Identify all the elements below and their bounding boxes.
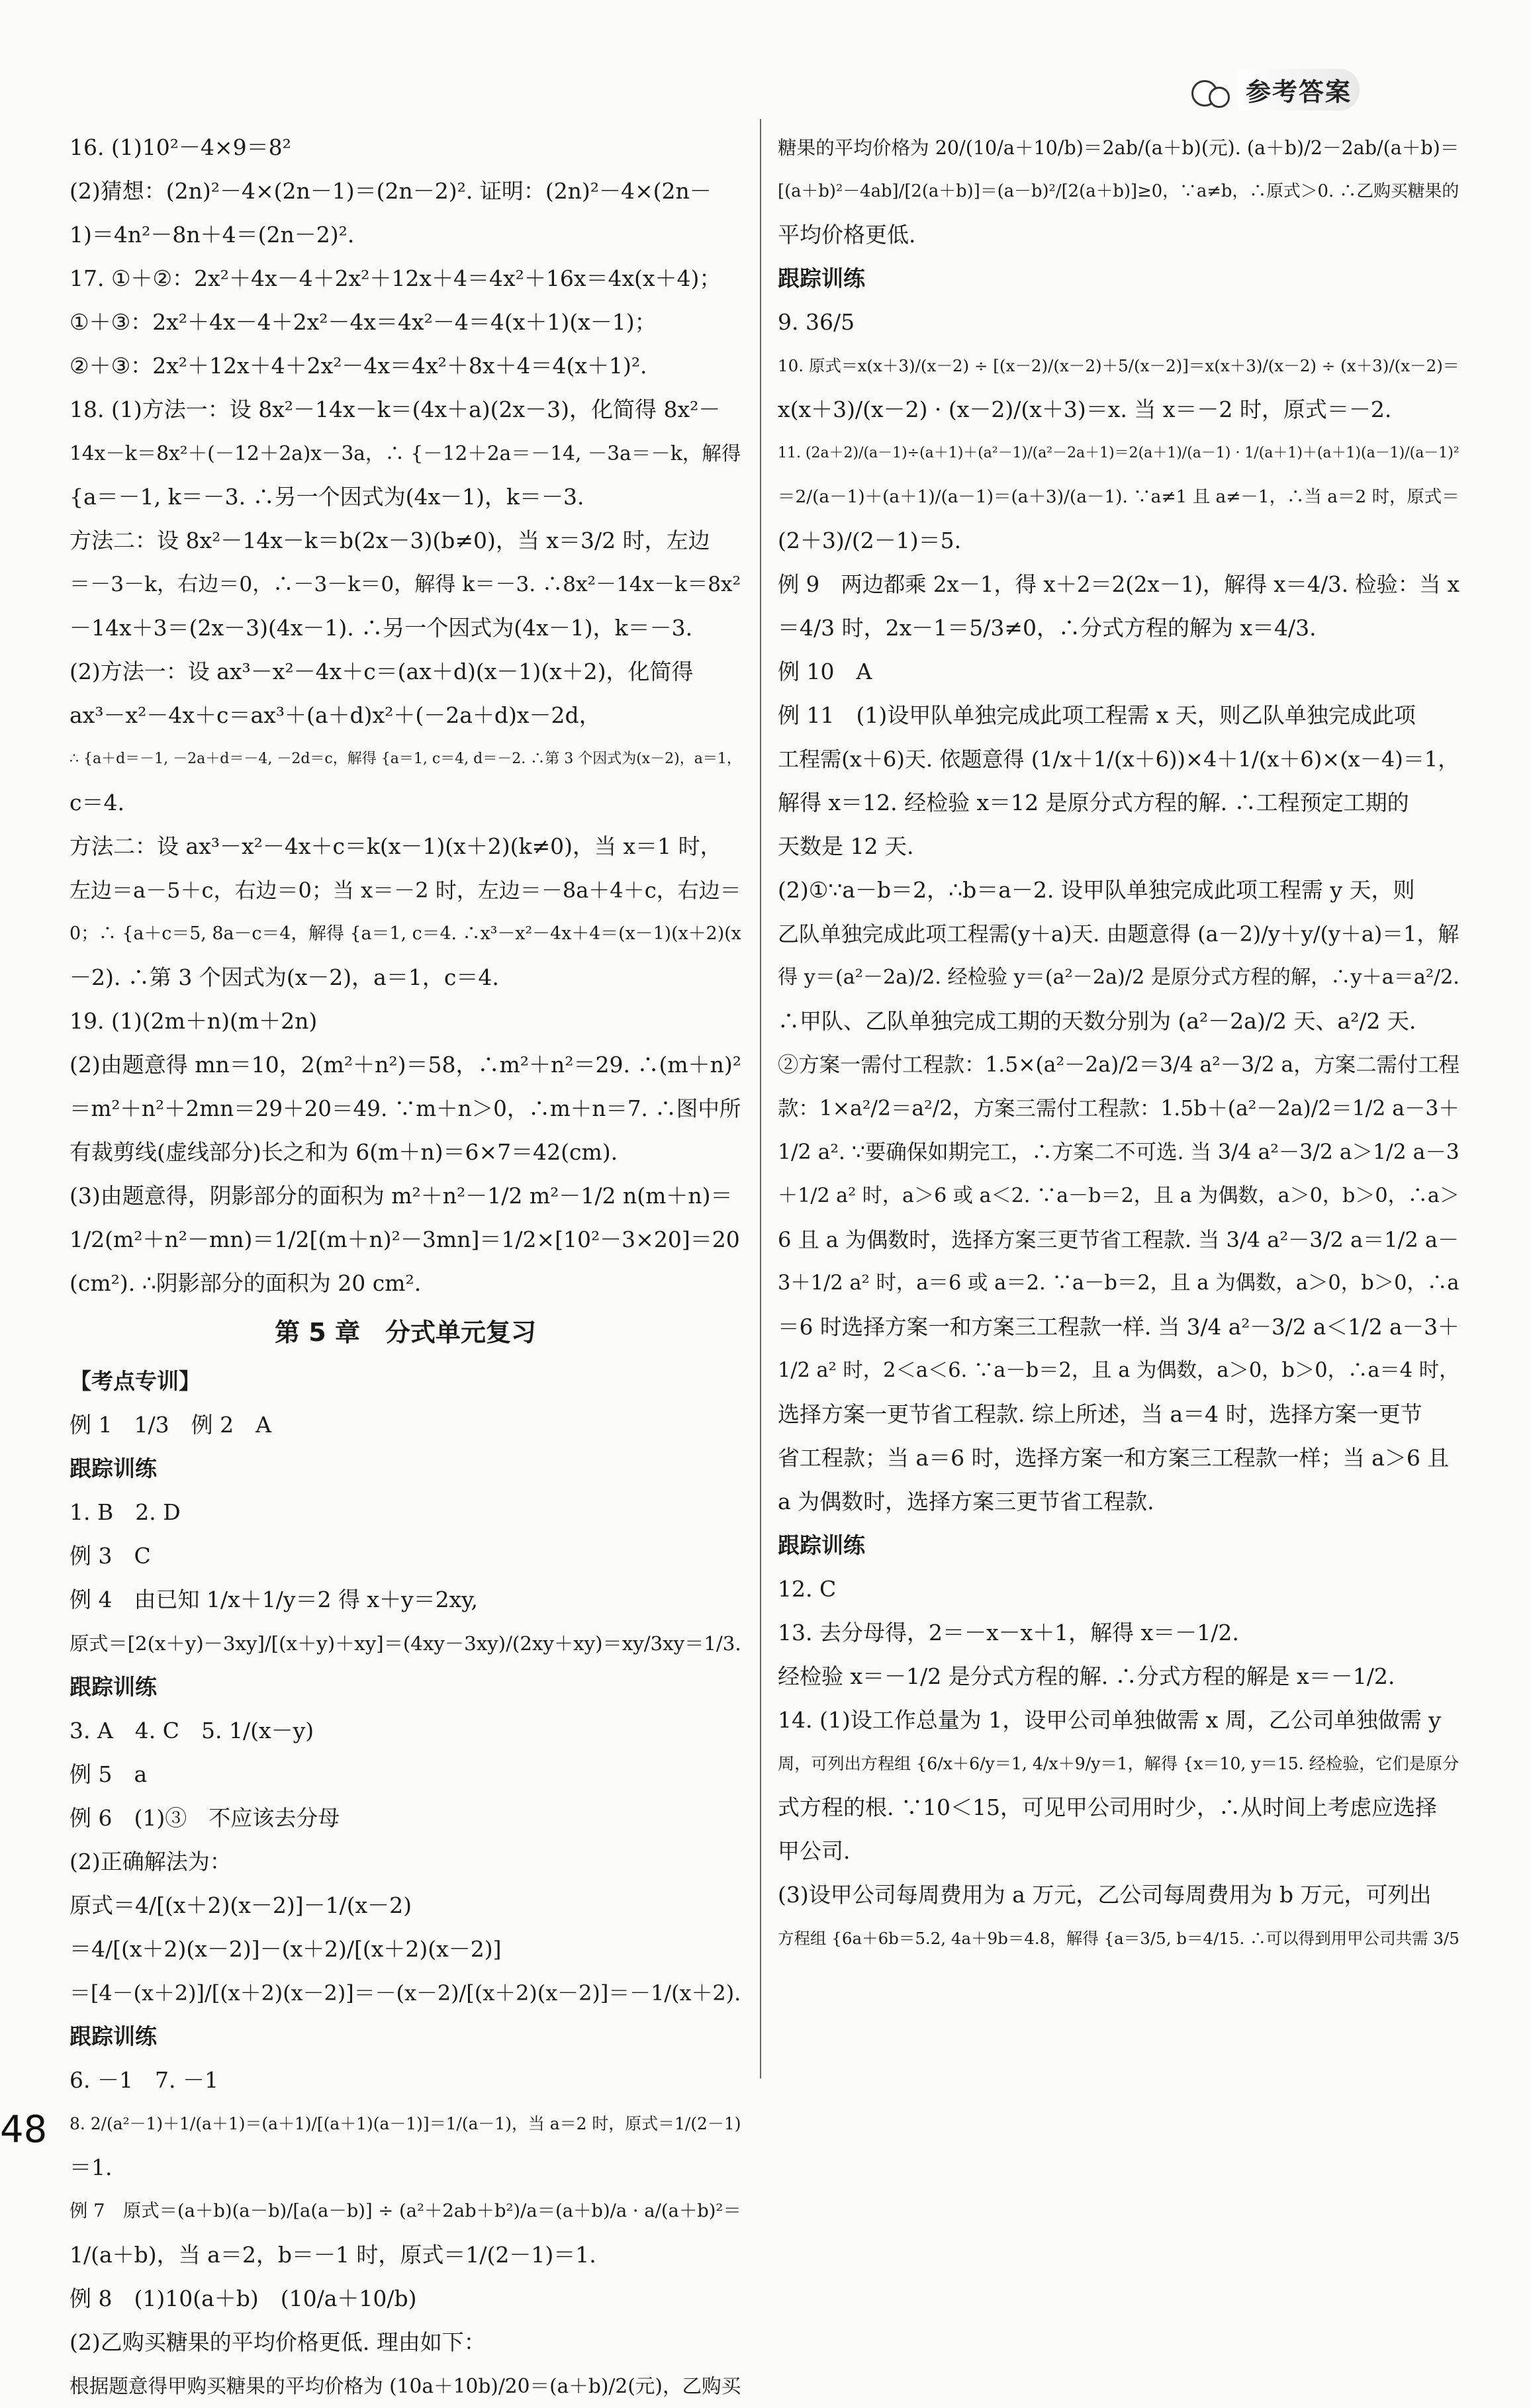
answer-line: 平均价格更低. — [778, 222, 916, 248]
answer-line: 0；∴ {a＋c＝5, 8a－c＝4，解得 {a＝1, c＝4. ∴x³－x²－4x＋4＝(x－1)(x＋2)(x — [70, 923, 741, 944]
answer-line: 1. B 2. D — [70, 1499, 181, 1525]
answer-line: 选择方案一更节省工程款. 综上所述，当 a＝4 时，选择方案一更节 — [778, 1401, 1422, 1427]
answer-line: 乙队单独完成此项工程需(y＋a)天. 由题意得 (a－2)/y＋y/(y＋a)＝1，解 — [778, 921, 1460, 947]
answer-line: 有裁剪线(虚线部分)长之和为 6(m＋n)＝6×7＝42(cm). — [70, 1139, 618, 1165]
answer-line: 甲公司. — [778, 1838, 851, 1864]
answer-line: c＝4. — [70, 790, 124, 815]
answer-line: (2)猜想：(2n)²－4×(2n－1)＝(2n－2)². 证明：(2n)²－4×(2n－ — [70, 178, 712, 204]
column-divider — [760, 119, 761, 2078]
answer-line: 14. (1)设工作总量为 1，设甲公司单独做需 x 周，乙公司单独做需 y — [778, 1707, 1441, 1733]
answer-line: 方法二：设 ax³－x²－4x＋c＝k(x－1)(x＋2)(k≠0)，当 x＝1 时， — [70, 833, 722, 859]
answer-line: 1/2 a² 时，2＜a＜6. ∵a－b＝2，且 a 为偶数，a＞0，b＞0，∴a＝4 时， — [778, 1359, 1460, 1382]
answer-line: x(x＋3)/(x－2) · (x－2)/(x＋3)＝x. 当 x＝－2 时，原式＝－2. — [778, 396, 1392, 422]
header-title: 参考答案 — [1238, 69, 1360, 111]
answer-line: ②方案一需付工程款：1.5×(a²－2a)/2＝3/4 a²－3/2 a，方案二需付工程 — [778, 1053, 1460, 1077]
answer-line: 根据题意得甲购买糖果的平均价格为 (10a＋10b)/20＝(a＋b)/2(元)，乙购买 — [70, 2375, 741, 2397]
answer-line: 例 4 由已知 1/x＋1/y＝2 得 x＋y＝2xy, — [70, 1587, 479, 1612]
answer-line: 11. (2a＋2)/(a－1)÷(a＋1)＋(a²－1)/(a²－2a＋1)＝2(a＋1)/(a－1) · 1/(a＋1)＋(a＋1)(a－1)/(a－1)² — [778, 445, 1460, 461]
answer-line: 14x－k＝8x²＋(－12＋2a)x－3a，∴ {－12＋2a＝－14, －3a＝－k，解得 — [70, 442, 741, 465]
chapter-heading: 第 5 章 分式单元复习 — [275, 1318, 536, 1347]
answer-line: (2＋3)/(2－1)＝5. — [778, 528, 962, 553]
answer-line: [(a＋b)²－4ab]/[2(a＋b)]＝(a－b)²/[2(a＋b)]≥0，∵a≠b，∴原式＞0. ∴乙购买糖果的 — [778, 181, 1460, 201]
answer-line: 1/(a＋b)，当 a＝2，b＝－1 时，原式＝1/(2－1)＝1. — [70, 2242, 596, 2268]
left-column — [70, 126, 741, 2408]
answer-line: (2)①∵a－b＝2，∴b＝a－2. 设甲队单独完成此项工程需 y 天，则 — [778, 877, 1415, 903]
answer-line: (cm²). ∴阴影部分的面积为 20 cm². — [70, 1270, 422, 1296]
answer-line: 跟踪训练 — [70, 1456, 157, 1481]
answer-line: 【考点专训】 — [70, 1368, 201, 1394]
answer-line: 8. 2/(a²－1)＋1/(a＋1)＝(a＋1)/[(a＋1)(a－1)]＝1/(a－1)，当 a＝2 时，原式＝1/(2－1) — [70, 2114, 741, 2133]
answer-line: 原式＝4/[(x＋2)(x－2)]－1/(x－2) — [70, 1892, 412, 1918]
answer-line: 天数是 12 天. — [778, 833, 914, 859]
answer-line: 得 y＝(a²－2a)/2. 经检验 y＝(a²－2a)/2 是原分式方程的解，∴y＋a＝a²/2. — [778, 966, 1460, 989]
answer-line: (2)由题意得 mn＝10，2(m²＋n²)＝58，∴m²＋n²＝29. ∴(m＋n)² — [70, 1052, 742, 1078]
answer-line: 例 11 (1)设甲队单独完成此项工程需 x 天，则乙队单独完成此项 — [778, 702, 1416, 728]
answer-line: 1/2(m²＋n²－mn)＝1/2[(m＋n)²－3mn]＝1/2×[10²－3×20]＝20 — [70, 1227, 740, 1252]
answer-line: 12. C — [778, 1576, 837, 1602]
answer-line: 式方程的根. ∵10＜15，可见甲公司用时少，∴从时间上考虑应选择 — [778, 1794, 1437, 1820]
answer-line: (3)设甲公司每周费用为 a 万元，乙公司每周费用为 b 万元，可列出 — [778, 1882, 1432, 1908]
answer-line: (2)方法一：设 ax³－x²－4x＋c＝(ax＋d)(x－1)(x＋2)，化简得 — [70, 659, 694, 684]
answer-line: a 为偶数时，选择方案三更节省工程款. — [778, 1489, 1154, 1514]
answer-line: 3. A 4. C 5. 1/(x－y) — [70, 1718, 314, 1743]
answer-line: 6 且 a 为偶数时，选择方案三更节省工程款. 当 3/4 a²－3/2 a＝1/2 a－ — [778, 1227, 1460, 1252]
answer-line: ＝6 时选择方案一和方案三工程款一样. 当 3/4 a²－3/2 a＜1/2 a－3＋ — [778, 1315, 1460, 1340]
answer-line: 跟踪训练 — [778, 265, 865, 291]
answer-line: 17. ①＋②：2x²＋4x－4＋2x²＋12x＋4＝4x²＋16x＝4x(x＋4)； — [70, 265, 721, 291]
answer-line: ＝－3－k，右边＝0，∴－3－k＝0，解得 k＝－3. ∴8x²－14x－k＝8x² — [70, 573, 741, 596]
answer-line: ＝2/(a－1)＋(a＋1)/(a－1)＝(a＋3)/(a－1). ∵a≠1 且 a≠－1，∴当 a＝2 时，原式＝ — [778, 486, 1460, 507]
answer-line: (2)乙购买糖果的平均价格更低. 理由如下： — [70, 2329, 486, 2355]
answer-line: 左边＝a－5＋c，右边＝0；当 x＝－2 时，左边＝－8a＋4＋c，右边＝ — [70, 878, 741, 903]
header-badge — [1191, 66, 1430, 113]
answer-line: 跟踪训练 — [70, 1674, 157, 1700]
answer-line: ＝[4－(x＋2)]/[(x＋2)(x－2)]＝－(x－2)/[(x＋2)(x－2)]＝－1/(x＋2). — [70, 1980, 741, 2006]
answer-line: 例 8 (1)10(a＋b) (10/a＋10/b) — [70, 2286, 417, 2311]
answer-line: 18. (1)方法一：设 8x²－14x－k＝(4x＋a)(2x－3)，化简得 8x²－ — [70, 396, 721, 422]
answer-line: 经检验 x＝－1/2 是分式方程的解. ∴分式方程的解是 x＝－1/2. — [778, 1663, 1395, 1689]
answer-line: {a＝－1, k＝－3. ∴另一个因式为(4x－1)，k＝－3. — [70, 484, 584, 510]
answer-line: ∴ {a＋d＝－1, －2a＋d＝－4, －2d＝c，解得 {a＝1, c＝4, d＝－2. ∴第 3 个因式为(x－2)，a＝1， — [70, 751, 741, 767]
answer-line: ＝4/3 时，2x－1＝5/3≠0，∴分式方程的解为 x＝4/3. — [778, 615, 1317, 641]
answer-line: 13. 去分母得，2＝－x－x＋1，解得 x＝－1/2. — [778, 1620, 1239, 1645]
answer-line: 例 9 两边都乘 2x－1，得 x＋2＝2(2x－1)，解得 x＝4/3. 检验：当 x — [778, 572, 1460, 597]
answer-line: 例 1 1/3 例 2 A — [70, 1412, 271, 1438]
answer-line: 例 6 (1)③ 不应该去分母 — [70, 1805, 340, 1831]
answer-line: 糖果的平均价格为 20/(10/a＋10/b)＝2ab/(a＋b)(元). (a＋b)/2－2ab/(a＋b)＝ — [778, 136, 1460, 159]
answer-line: 19. (1)(2m＋n)(m＋2n) — [70, 1008, 318, 1034]
answer-line: 方法二：设 8x²－14x－k＝b(2x－3)(b≠0)，当 x＝3/2 时，左边 — [70, 528, 710, 553]
answer-line: ＝4/[(x＋2)(x－2)]－(x＋2)/[(x＋2)(x－2)] — [70, 1936, 502, 1962]
answer-line: 1/2 a². ∵要确保如期完工，∴方案二不可选. 当 3/4 a²－3/2 a＞1/2 a－3 — [778, 1140, 1460, 1164]
header-circles-icon — [1191, 69, 1238, 109]
answer-line: 工程需(x＋6)天. 依题意得 (1/x＋1/(x＋6))×4＋1/(x＋6)×(x－4)＝1， — [778, 747, 1460, 772]
answer-line: 6. －1 7. －1 — [70, 2067, 218, 2093]
answer-line: (2)正确解法为： — [70, 1849, 232, 1875]
page-number: 48 — [0, 2108, 48, 2151]
answer-line: ②＋③：2x²＋12x＋4＋2x²－4x＝4x²＋8x＋4＝4(x＋1)². — [70, 353, 647, 379]
answer-line: 10. 原式＝x(x＋3)/(x－2) ÷ [(x－2)/(x－2)＋5/(x－2)]＝x(x＋3)/(x－2) ÷ (x＋3)/(x－2)＝ — [778, 356, 1460, 375]
answer-line: 1)＝4n²－8n＋4＝(2n－2)². — [70, 222, 355, 248]
answer-line: 解得 x＝12. 经检验 x＝12 是原分式方程的解. ∴工程预定工期的 — [778, 790, 1409, 815]
answer-line: 跟踪训练 — [70, 2023, 157, 2049]
answer-line: 例 5 a — [70, 1761, 148, 1787]
answer-line: 例 10 A — [778, 659, 872, 684]
answer-line: ＋1/2 a² 时，a＞6 或 a＜2. ∵a－b＝2，且 a 为偶数，a＞0，b＞0，∴a＞ — [778, 1184, 1460, 1207]
answer-line: ax³－x²－4x＋c＝ax³＋(a＋d)x²＋(－2a＋d)x－2d， — [70, 702, 601, 728]
answer-line: －2). ∴第 3 个因式为(x－2)，a＝1，c＝4. — [70, 964, 499, 990]
right-column — [778, 126, 1460, 1961]
answer-line: ＝1. — [70, 2154, 113, 2180]
answer-line: ①＋③：2x²＋4x－4＋2x²－4x＝4x²－4＝4(x＋1)(x－1)； — [70, 309, 657, 335]
answer-line: 方程组 {6a＋6b＝5.2, 4a＋9b＝4.8，解得 {a＝3/5, b＝4/15. ∴可以得到用甲公司共需 3/5 — [778, 1929, 1460, 1948]
answer-line: ＝m²＋n²＋2mn＝29＋20＝49. ∵m＋n＞0，∴m＋n＝7. ∴图中所 — [70, 1096, 741, 1121]
answer-line: ∴甲队、乙队单独完成工期的天数分别为 (a²－2a)/2 天、a²/2 天. — [778, 1008, 1416, 1034]
answer-line: 9. 36/5 — [778, 309, 855, 335]
answer-line: 16. (1)10²－4×9＝8² — [70, 134, 291, 160]
answer-line: 省工程款；当 a＝6 时，选择方案一和方案三工程款一样；当 a＞6 且 — [778, 1445, 1450, 1471]
answer-line: 例 7 原式＝(a＋b)(a－b)/[a(a－b)] ÷ (a²＋2ab＋b²)/a＝(a＋b)/a · a/(a＋b)²＝ — [70, 2201, 741, 2221]
answer-line: 原式＝[2(x＋y)－3xy]/[(x＋y)＋xy]＝(4xy－3xy)/(2xy＋xy)＝xy/3xy＝1/3. — [70, 1632, 741, 1655]
answer-line: 款：1×a²/2＝a²/2，方案三需付工程款：1.5b＋(a²－2a)/2＝1/2 a－3＋ — [778, 1097, 1460, 1121]
answer-line: 例 3 C — [70, 1543, 151, 1569]
answer-line: －14x＋3＝(2x－3)(4x－1). ∴另一个因式为(4x－1)，k＝－3. — [70, 615, 693, 641]
answer-line: (3)由题意得，阴影部分的面积为 m²＋n²－1/2 m²－1/2 n(m＋n)＝ — [70, 1183, 733, 1209]
answer-line: 跟踪训练 — [778, 1532, 865, 1558]
answer-line: 周，可列出方程组 {6/x＋6/y＝1, 4/x＋9/y＝1，解得 {x＝10, y＝15. 经检验，它们是原分 — [778, 1754, 1460, 1773]
answer-line: 3＋1/2 a² 时，a＝6 或 a＝2. ∵a－b＝2，且 a 为偶数，a＞0，b＞0，∴a — [778, 1272, 1460, 1295]
